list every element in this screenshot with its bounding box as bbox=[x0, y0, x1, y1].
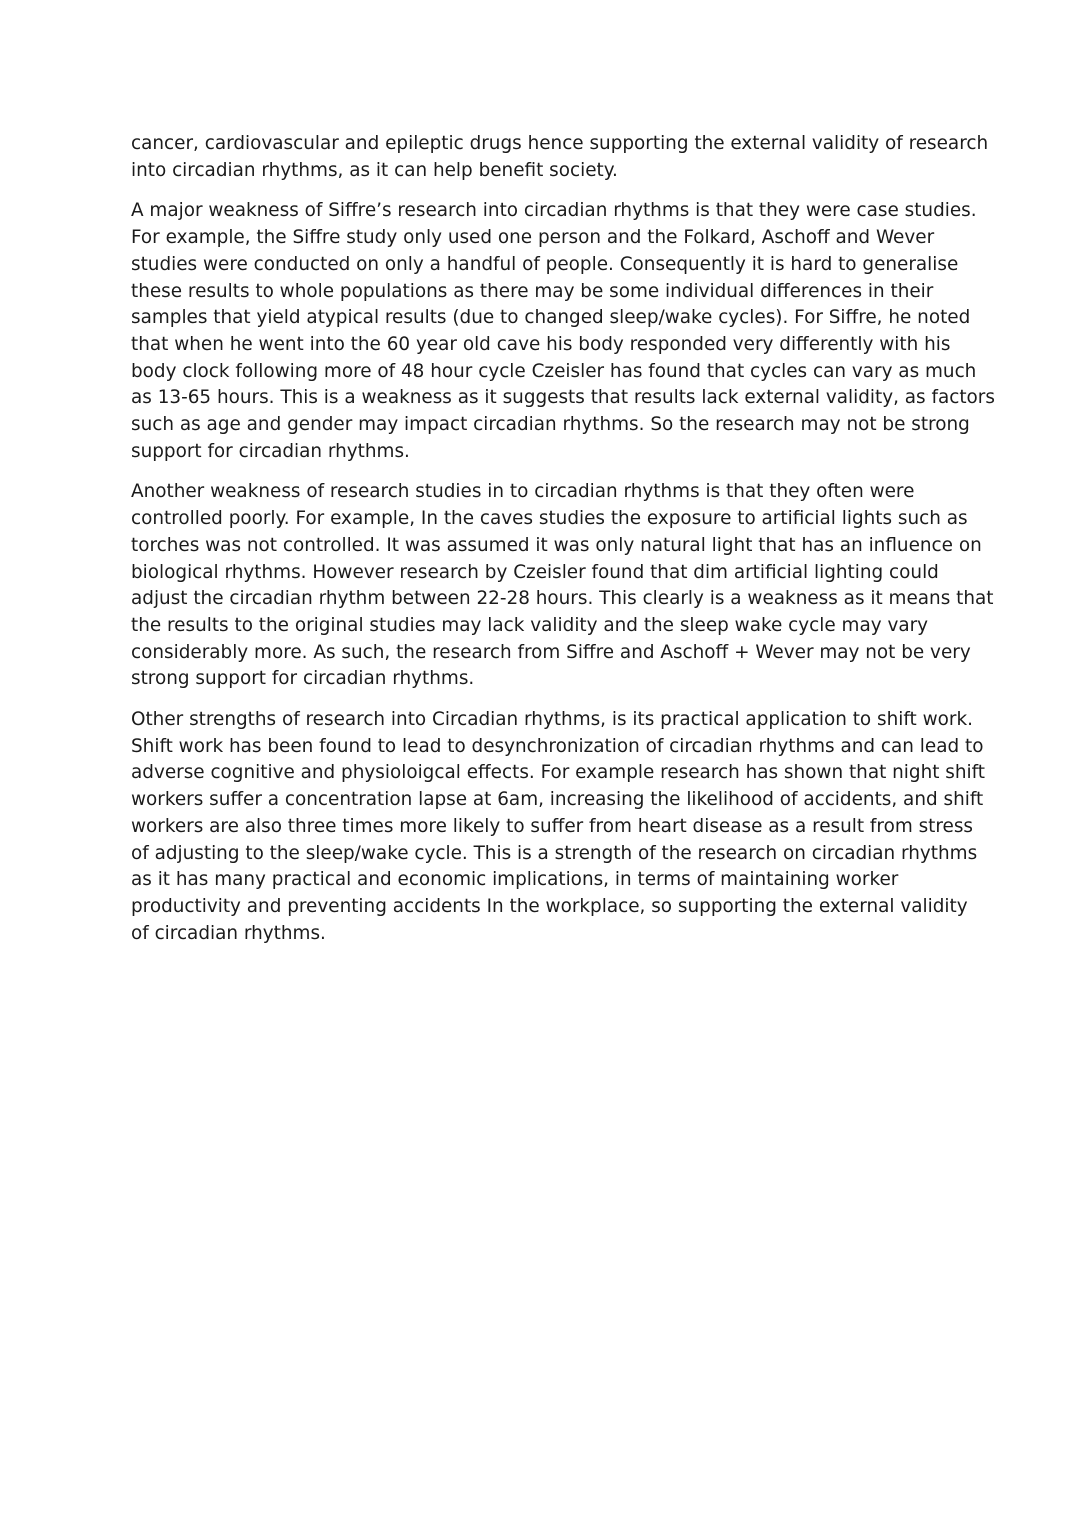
text-line: controlled poorly. For example, In the caves studies the exposure to artificial lights such as bbox=[131, 508, 968, 530]
text-line: body clock following more of 48 hour cycle Czeisler has found that cycles can vary as much bbox=[131, 360, 977, 382]
text-line: samples that yield atypical results (due to changed sleep/wake cycles). For Siffre, he noted bbox=[131, 307, 971, 329]
text-line: such as age and gender may impact circadian rhythms. So the research may not be strong bbox=[131, 414, 970, 436]
paragraph-shift-work-strength bbox=[131, 707, 986, 947]
text-line: A major weakness of Siffre’s research into circadian rhythms is that they were case studies. bbox=[131, 200, 977, 222]
text-line: torches was not controlled. It was assumed it was only natural light that has an influence on bbox=[131, 534, 982, 556]
text-line: Shift work has been found to lead to desynchronization of circadian rhythms and can lead to bbox=[131, 735, 984, 757]
text-line: adjust the circadian rhythm between 22-28 hours. This clearly is a weakness as it means that bbox=[131, 588, 994, 610]
paragraph-case-study-weakness bbox=[131, 198, 995, 465]
text-line: of circadian rhythms. bbox=[131, 922, 326, 944]
text-line: as 13-65 hours. This is a weakness as it suggests that results lack external validity, as factors bbox=[131, 387, 995, 409]
text-line: into circadian rhythms, as it can help benefit society. bbox=[131, 159, 618, 181]
text-line: For example, the Siffre study only used one person and the Folkard, Aschoff and Wever bbox=[131, 227, 935, 249]
text-line: productivity and preventing accidents In the workplace, so supporting the external validity bbox=[131, 895, 968, 917]
text-line: as it has many practical and economic implications, in terms of maintaining worker bbox=[131, 869, 899, 891]
text-line: Other strengths of research into Circadian rhythms, is its practical application to shift work. bbox=[131, 709, 973, 731]
paragraph-intro-conclusion bbox=[131, 131, 989, 184]
text-line: that when he went into the 60 year old cave his body responded very differently with his bbox=[131, 333, 951, 355]
text-line: the results to the original studies may lack validity and the sleep wake cycle may vary bbox=[131, 614, 929, 636]
text-line: studies were conducted on only a handful of people. Consequently it is hard to generalise bbox=[131, 253, 959, 275]
text-line: cancer, cardiovascular and epileptic drugs hence supporting the external validity of research bbox=[131, 133, 989, 154]
text-line: workers are also three times more likely to suffer from heart disease as a result from stress bbox=[131, 815, 974, 837]
text-line: support for circadian rhythms. bbox=[131, 440, 410, 462]
text-line: strong support for circadian rhythms. bbox=[131, 668, 475, 690]
text-line: considerably more. As such, the research from Siffre and Aschoff + Wever may not be very bbox=[131, 641, 971, 663]
text-line: workers suffer a concentration lapse at 6am, increasing the likelihood of accidents, and shift bbox=[131, 789, 984, 811]
text-line: these results to whole populations as there may be some individual differences in their bbox=[131, 280, 934, 302]
text-line: adverse cognitive and physioloigcal effects. For example research has shown that night shift bbox=[131, 762, 986, 784]
paragraph-poor-control-weakness bbox=[131, 479, 994, 693]
text-line: of adjusting to the sleep/wake cycle. This is a strength of the research on circadian rhythms bbox=[131, 842, 978, 864]
text-line: biological rhythms. However research by Czeisler found that dim artificial lighting could bbox=[131, 561, 939, 583]
document-body bbox=[131, 131, 995, 961]
text-line: Another weakness of research studies in to circadian rhythms is that they often were bbox=[131, 481, 915, 503]
